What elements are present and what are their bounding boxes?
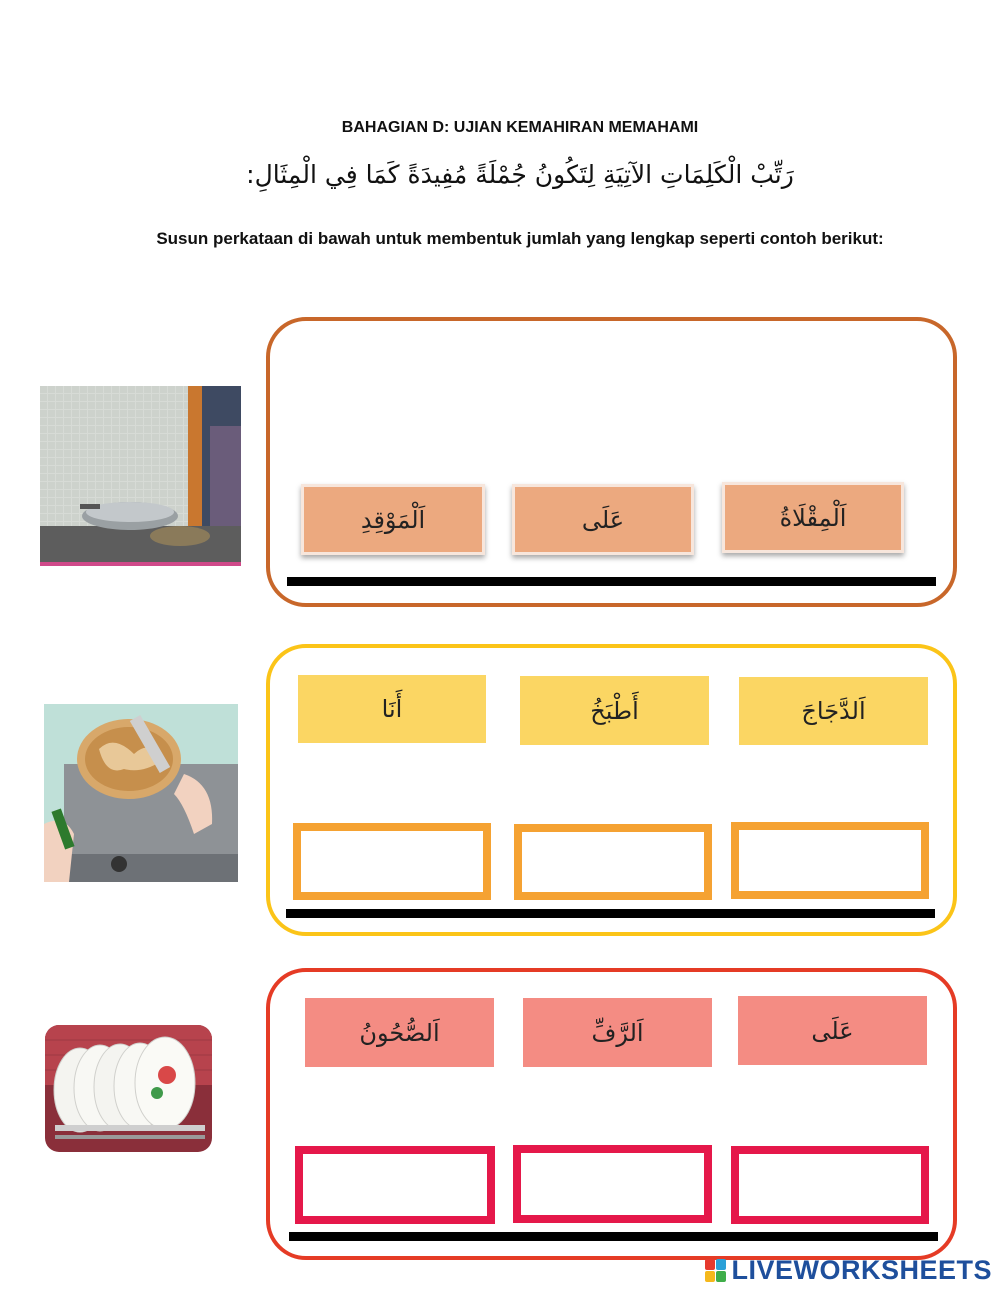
answer-slot-1[interactable] xyxy=(731,1146,929,1224)
frying-pan-on-stove-photo xyxy=(40,386,241,566)
cooking-chicken-photo xyxy=(44,704,238,882)
liveworksheets-logo-icon xyxy=(705,1259,727,1283)
answer-slot-2[interactable] xyxy=(513,1145,712,1223)
answer-line xyxy=(289,1232,938,1241)
arabic-instruction: رَتِّبْ الْكَلِمَاتِ الآتِيَةِ لِتَكُونُ جُمْلَةً مُفِيدَةً كَمَا فِي الْمِثَالِ: xyxy=(246,160,794,189)
answer-slot-3[interactable] xyxy=(293,823,491,900)
answer-line xyxy=(286,909,935,918)
word-card[interactable]: اَلدَّجَاجَ xyxy=(739,677,928,745)
word-card[interactable]: اَلْمَوْقِدِ xyxy=(301,484,485,555)
answer-slot-1[interactable] xyxy=(731,822,929,899)
dish-rack-photo xyxy=(45,1025,212,1152)
word-card[interactable]: عَلَى xyxy=(512,484,694,555)
word-card[interactable]: اَلصُّحُونُ xyxy=(305,998,494,1067)
word-card[interactable]: اَلْمِقْلَاةُ xyxy=(722,482,904,553)
section-title: BAHAGIAN D: UJIAN KEMAHIRAN MEMAHAMI xyxy=(341,119,699,136)
answer-line xyxy=(287,577,936,586)
answer-slot-2[interactable] xyxy=(514,824,712,900)
liveworksheets-logo[interactable] xyxy=(705,1255,992,1286)
question-1-frame xyxy=(266,317,957,607)
malay-instruction: Susun perkataan di bawah untuk membentuk jumlah yang lengkap seperti contoh berikut: xyxy=(156,229,884,248)
liveworksheets-logo-text: LIVEWORKSHEETS xyxy=(731,1255,992,1285)
answer-slot-3[interactable] xyxy=(295,1146,495,1224)
word-card[interactable]: أَطْبَخُ xyxy=(520,676,709,745)
word-card[interactable]: أَنَا xyxy=(298,675,486,743)
word-card[interactable]: اَلرَّفِّ xyxy=(523,998,712,1067)
word-card[interactable]: عَلَى xyxy=(738,996,927,1065)
